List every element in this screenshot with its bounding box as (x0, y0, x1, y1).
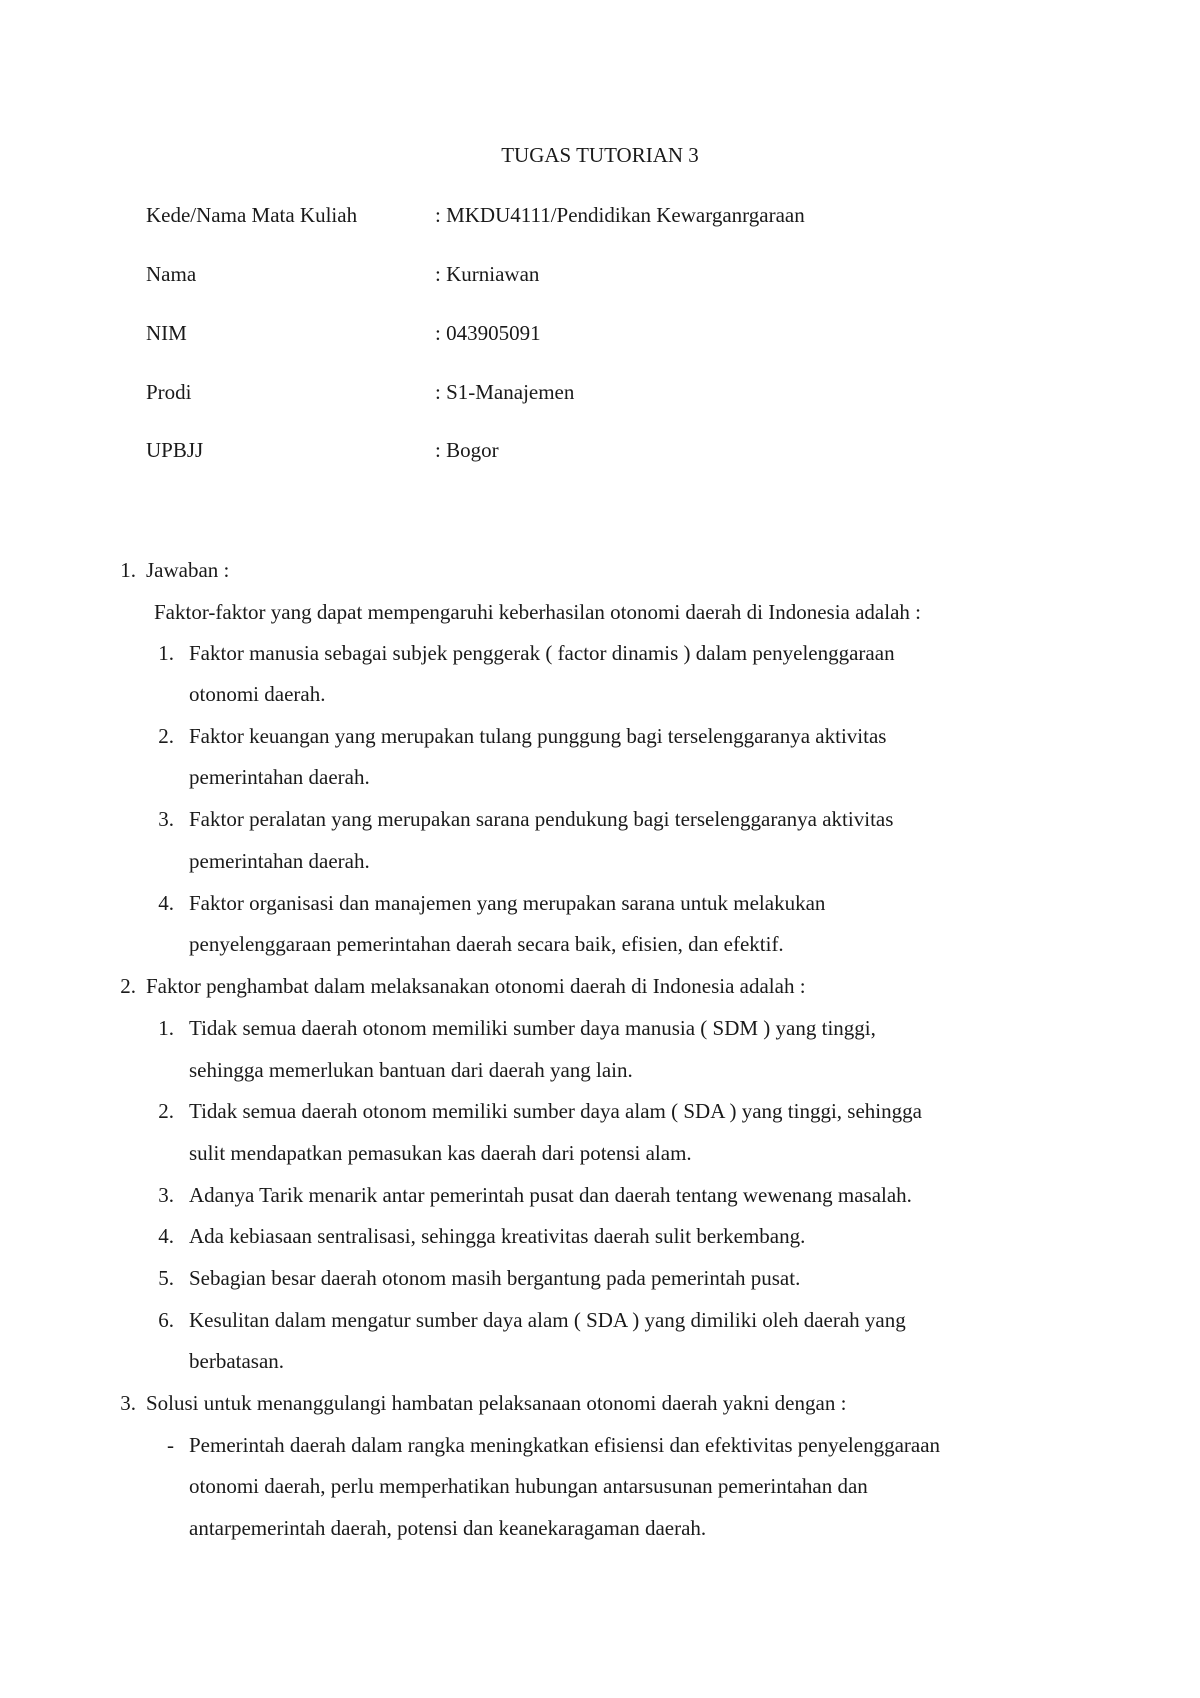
info-value: : 043905091 (435, 321, 541, 345)
info-row-course (146, 202, 805, 228)
info-label: Kede/Nama Mata Kuliah (146, 203, 358, 227)
list-item-marker: 4. (158, 891, 174, 915)
info-value: : Kurniawan (435, 262, 540, 286)
list-item-line: pemerintahan daerah. (189, 765, 370, 789)
section-heading: Solusi untuk menanggulangi hambatan pelaksanaan otonomi daerah yakni dengan : (146, 1391, 847, 1415)
list-item-line: pemerintahan daerah. (189, 849, 370, 873)
list-item-line: Kesulitan dalam mengatur sumber daya alam ( SDA ) yang dimiliki oleh daerah yang (189, 1308, 906, 1332)
list-item-marker: 2. (158, 724, 174, 748)
list-item-line: Adanya Tarik menarik antar pemerintah pusat dan daerah tentang wewenang masalah. (189, 1183, 912, 1207)
list-item-marker: 3. (158, 807, 174, 831)
list-item-line: sehingga memerlukan bantuan dari daerah yang lain. (189, 1058, 633, 1082)
info-label: UPBJJ (146, 438, 204, 462)
info-label: Prodi (146, 380, 192, 404)
list-item-line: otonomi daerah, perlu memperhatikan hubungan antarsusunan pemerintahan dan (189, 1474, 868, 1498)
info-row-upbjj (146, 437, 499, 463)
info-row-prodi (146, 379, 574, 405)
list-item-line: otonomi daerah. (189, 682, 326, 706)
list-item-line: penyelenggaraan pemerintahan daerah secara baik, efisien, dan efektif. (189, 932, 784, 956)
section-marker: 3. (120, 1391, 136, 1415)
info-row-name (146, 261, 539, 287)
info-label: NIM (146, 321, 187, 345)
section-intro: Faktor-faktor yang dapat mempengaruhi keberhasilan otonomi daerah di Indonesia adalah : (154, 600, 921, 624)
list-item-line: Faktor keuangan yang merupakan tulang punggung bagi terselenggaranya aktivitas (189, 724, 887, 748)
list-item-marker: 5. (158, 1266, 174, 1290)
document-title: TUGAS TUTORIAN 3 (501, 143, 699, 167)
list-item-marker: 3. (158, 1183, 174, 1207)
list-item-line: Faktor organisasi dan manajemen yang merupakan sarana untuk melakukan (189, 891, 826, 915)
list-item-marker: 2. (158, 1099, 174, 1123)
list-item-line: antarpemerintah daerah, potensi dan keanekaragaman daerah. (189, 1516, 707, 1540)
info-value: : Bogor (435, 438, 499, 462)
list-item-line: Faktor peralatan yang merupakan sarana pendukung bagi terselenggaranya aktivitas (189, 807, 894, 831)
section-heading: Jawaban : (146, 558, 230, 582)
list-item-marker: 1. (158, 641, 174, 665)
list-item-line: berbatasan. (189, 1349, 285, 1373)
list-item-line: Ada kebiasaan sentralisasi, sehingga kreativitas daerah sulit berkembang. (189, 1224, 806, 1248)
list-item-marker: 6. (158, 1308, 174, 1332)
section-heading: Faktor penghambat dalam melaksanakan otonomi daerah di Indonesia adalah : (146, 974, 806, 998)
list-item-line: Tidak semua daerah otonom memiliki sumber daya alam ( SDA ) yang tinggi, sehingga (189, 1099, 922, 1123)
info-value: : S1-Manajemen (435, 380, 575, 404)
list-item-line: Tidak semua daerah otonom memiliki sumber daya manusia ( SDM ) yang tinggi, (189, 1016, 876, 1040)
info-row-nim (146, 320, 541, 346)
list-item-line: Sebagian besar daerah otonom masih bergantung pada pemerintah pusat. (189, 1266, 801, 1290)
list-item-marker: 4. (158, 1224, 174, 1248)
list-item-line: Faktor manusia sebagai subjek penggerak ( factor dinamis ) dalam penyelenggaraan (189, 641, 895, 665)
list-item-marker: - (167, 1433, 174, 1457)
info-value: : MKDU4111/Pendidikan Kewarganrgaraan (435, 203, 805, 227)
list-item-marker: 1. (158, 1016, 174, 1040)
section-marker: 1. (120, 558, 136, 582)
info-label: Nama (146, 262, 197, 286)
section-marker: 2. (120, 974, 136, 998)
list-item-line: Pemerintah daerah dalam rangka meningkatkan efisiensi dan efektivitas penyelenggaraan (189, 1433, 941, 1457)
list-item-line: sulit mendapatkan pemasukan kas daerah dari potensi alam. (189, 1141, 692, 1165)
